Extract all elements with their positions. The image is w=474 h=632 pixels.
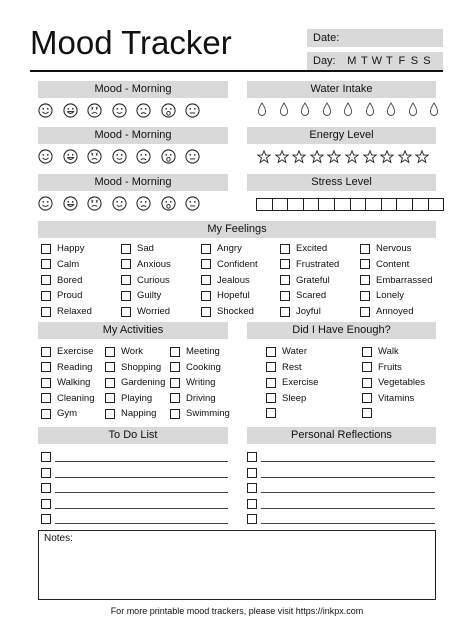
checkbox[interactable] — [121, 259, 131, 269]
checkbox-item[interactable] — [41, 243, 84, 254]
grinning-face-icon[interactable] — [63, 149, 78, 164]
writing-line[interactable] — [261, 523, 435, 524]
checkbox[interactable] — [41, 347, 51, 357]
checkbox-label: Hopeful — [217, 290, 250, 302]
checkbox-label: Walk — [378, 346, 399, 357]
checkbox-label: Curious — [137, 274, 170, 286]
worried-face-icon[interactable] — [87, 149, 102, 164]
checkbox-label: Calm — [57, 258, 80, 270]
water-drop-icon[interactable] — [386, 102, 396, 117]
checkbox-item[interactable] — [41, 393, 95, 404]
water-drop-icon[interactable] — [279, 102, 289, 117]
checkbox-item[interactable] — [121, 243, 154, 254]
checkbox-label: Rest — [282, 361, 302, 373]
happy-face-icon[interactable] — [38, 149, 53, 164]
checkbox[interactable] — [41, 244, 51, 254]
mood-faces-row — [38, 103, 210, 118]
checkbox[interactable] — [362, 408, 372, 418]
checkbox[interactable] — [201, 307, 211, 317]
checkbox-label: Sleep — [282, 392, 307, 404]
checkbox[interactable] — [266, 378, 276, 388]
checkbox-item[interactable] — [121, 306, 170, 317]
smiling-face-icon[interactable] — [112, 103, 127, 118]
checkbox-label: Fruits — [378, 361, 402, 373]
stress-header: Stress Level — [247, 174, 436, 191]
day-option[interactable]: S — [410, 55, 419, 67]
grinning-face-icon[interactable] — [63, 196, 78, 211]
checkbox-item[interactable] — [121, 259, 171, 270]
checkbox-label: Happy — [57, 243, 85, 254]
stress-cell[interactable] — [365, 198, 382, 211]
checkbox-item[interactable] — [105, 393, 152, 404]
day-option[interactable]: S — [423, 55, 431, 67]
checkbox[interactable] — [105, 393, 115, 403]
checkbox[interactable] — [360, 307, 370, 317]
checkbox-item[interactable] — [280, 243, 327, 254]
checkbox-label: Annoyed — [376, 306, 414, 318]
checkbox-item[interactable] — [41, 275, 82, 286]
neutral-face-icon[interactable] — [185, 103, 200, 118]
star-icon[interactable] — [398, 150, 412, 164]
footer-text: For more printable mood trackers, please visit https://inkpx.com — [110, 606, 364, 616]
checkbox-label: Writing — [186, 377, 216, 389]
water-drop-icon[interactable] — [300, 102, 310, 117]
checkbox[interactable] — [105, 378, 115, 388]
day-option[interactable]: T — [386, 55, 393, 67]
checkbox-label: Embarrassed — [376, 274, 433, 286]
day-option[interactable]: M — [347, 55, 357, 67]
checkbox[interactable] — [362, 393, 372, 403]
stress-cell[interactable] — [334, 198, 351, 211]
checkbox-label: Gym — [57, 408, 78, 420]
stress-cell[interactable] — [287, 198, 304, 211]
checkbox-label: Grateful — [296, 274, 330, 286]
mood-header: Mood - Morning — [38, 174, 228, 191]
star-icon[interactable] — [275, 150, 289, 164]
enough-header: Did I Have Enough? — [247, 322, 436, 339]
water-drop-icon[interactable] — [429, 102, 439, 117]
checkbox[interactable] — [360, 291, 370, 301]
checkbox[interactable] — [280, 244, 290, 254]
checkbox-item[interactable] — [41, 377, 90, 388]
water-drop-icon[interactable] — [322, 102, 332, 117]
checkbox-label: Worried — [137, 306, 171, 318]
checkbox-item[interactable] — [170, 377, 215, 388]
star-icon[interactable] — [310, 150, 324, 164]
water-drop-icon[interactable] — [343, 102, 353, 117]
checkbox[interactable] — [247, 499, 257, 509]
writing-line[interactable] — [261, 508, 435, 509]
checkbox-item[interactable] — [170, 393, 216, 404]
checkbox[interactable] — [41, 259, 51, 269]
checkbox-item[interactable] — [360, 290, 404, 301]
writing-line[interactable] — [55, 477, 228, 478]
stress-cell[interactable] — [256, 198, 273, 211]
checkbox-item[interactable] — [41, 306, 92, 317]
star-icon[interactable] — [327, 150, 341, 164]
checkbox-item[interactable] — [121, 275, 170, 286]
star-icon[interactable] — [415, 150, 429, 164]
smiling-face-icon[interactable] — [112, 196, 127, 211]
day-label: Day: — [313, 55, 336, 67]
checkbox-item[interactable] — [266, 346, 307, 357]
stress-cell[interactable] — [318, 198, 335, 211]
checkbox-item[interactable] — [41, 346, 93, 357]
checkbox-item[interactable] — [41, 362, 92, 373]
checkbox[interactable] — [41, 291, 51, 301]
checkbox-item[interactable] — [201, 259, 258, 270]
date-field[interactable] — [307, 29, 443, 47]
checkbox[interactable] — [201, 291, 211, 301]
checkbox-item[interactable] — [170, 408, 230, 419]
checkbox[interactable] — [41, 275, 51, 285]
checkbox-label: Lonely — [376, 290, 404, 302]
checkbox[interactable] — [360, 244, 370, 254]
day-option[interactable]: F — [398, 55, 406, 67]
day-option[interactable]: T — [361, 55, 368, 67]
water-drop-icon[interactable] — [408, 102, 418, 117]
checkbox-label: Scared — [296, 290, 327, 302]
star-icon[interactable] — [363, 150, 377, 164]
shocked-face-icon[interactable] — [161, 149, 176, 164]
stress-cell[interactable] — [396, 198, 413, 211]
checkbox-item[interactable] — [201, 275, 250, 286]
mood-faces-row — [38, 196, 210, 211]
checkbox-item[interactable] — [266, 408, 282, 418]
checkbox-label: Exercise — [57, 346, 94, 357]
writing-line[interactable] — [55, 461, 228, 462]
star-icon[interactable] — [257, 150, 271, 164]
grinning-face-icon[interactable] — [63, 103, 78, 118]
happy-face-icon[interactable] — [38, 196, 53, 211]
checkbox-item[interactable] — [170, 362, 221, 373]
mood-header: Mood - Morning — [38, 81, 228, 98]
star-icon[interactable] — [380, 150, 394, 164]
sad-face-icon[interactable] — [136, 149, 151, 164]
worried-face-icon[interactable] — [87, 103, 102, 118]
checkbox-item[interactable] — [201, 306, 254, 317]
checkbox[interactable] — [280, 307, 290, 317]
stress-cell[interactable] — [381, 198, 398, 211]
checkbox-label: Jealous — [217, 274, 250, 286]
checkbox[interactable] — [41, 378, 51, 388]
checkbox-item[interactable] — [105, 362, 161, 373]
checkbox[interactable] — [247, 452, 257, 462]
date-label: Date: — [313, 32, 340, 44]
checkbox[interactable] — [362, 378, 372, 388]
checkbox-label: Angry — [217, 243, 242, 254]
checkbox[interactable] — [41, 514, 51, 524]
checkbox[interactable] — [41, 393, 51, 403]
checkbox-label: Gardening — [121, 377, 166, 389]
checkbox-label: Napping — [121, 408, 157, 420]
stress-cell[interactable] — [272, 198, 289, 211]
checkbox-item[interactable] — [280, 306, 321, 317]
checkbox[interactable] — [170, 393, 180, 403]
neutral-face-icon[interactable] — [185, 149, 200, 164]
checkbox[interactable] — [280, 259, 290, 269]
checkbox[interactable] — [280, 291, 290, 301]
star-icon[interactable] — [345, 150, 359, 164]
checkbox-item[interactable] — [170, 346, 220, 357]
water-drop-icon[interactable] — [365, 102, 375, 117]
checkbox[interactable] — [201, 259, 211, 269]
checkbox[interactable] — [280, 275, 290, 285]
checkbox[interactable] — [105, 409, 115, 419]
checkbox-label: Excited — [296, 243, 328, 254]
checkbox-label: Frustrated — [296, 258, 340, 270]
checkbox-item[interactable] — [362, 362, 402, 373]
checkbox[interactable] — [41, 483, 51, 493]
checkbox-label: Cleaning — [57, 392, 95, 404]
checkbox[interactable] — [247, 468, 257, 478]
checkbox[interactable] — [170, 362, 180, 372]
checkbox[interactable] — [41, 452, 51, 462]
checkbox-item[interactable] — [362, 408, 378, 418]
todo-header: To Do List — [38, 427, 228, 444]
checkbox[interactable] — [121, 307, 131, 317]
checkbox[interactable] — [41, 409, 51, 419]
checkbox[interactable] — [266, 347, 276, 357]
checkbox-item[interactable] — [41, 408, 77, 419]
feelings-header: My Feelings — [38, 221, 436, 238]
checkbox-label: Proud — [57, 290, 83, 302]
checkbox[interactable] — [41, 307, 51, 317]
checkbox-label: Anxious — [137, 258, 171, 270]
checkbox[interactable] — [247, 514, 257, 524]
mood-header: Mood - Morning — [38, 127, 228, 144]
checkbox-item[interactable] — [266, 377, 318, 388]
writing-line[interactable] — [55, 523, 228, 524]
checkbox-label: Walking — [57, 377, 91, 389]
checkbox-label: Meeting — [186, 346, 220, 357]
stress-cell[interactable] — [428, 198, 445, 211]
checkbox-label: Content — [376, 258, 410, 270]
checkbox[interactable] — [170, 378, 180, 388]
checkbox[interactable] — [121, 275, 131, 285]
energy-stars-row — [257, 150, 433, 164]
checkbox-item[interactable] — [280, 275, 330, 286]
checkbox[interactable] — [201, 244, 211, 254]
stress-cell[interactable] — [303, 198, 320, 211]
checkbox-label: Nervous — [376, 243, 412, 254]
checkbox[interactable] — [362, 347, 372, 357]
notes-label: Notes: — [44, 533, 73, 544]
checkbox-item[interactable] — [360, 243, 411, 254]
checkbox-item[interactable] — [201, 243, 242, 254]
shocked-face-icon[interactable] — [161, 103, 176, 118]
checkbox[interactable] — [362, 362, 372, 372]
shocked-face-icon[interactable] — [161, 196, 176, 211]
stress-cell[interactable] — [350, 198, 367, 211]
water-header: Water Intake — [247, 81, 436, 98]
day-option[interactable]: W — [371, 55, 383, 67]
writing-line[interactable] — [55, 492, 228, 493]
checkbox-item[interactable] — [362, 393, 414, 404]
checkbox-item[interactable] — [105, 346, 143, 357]
page-title: Mood Tracker — [30, 24, 232, 61]
checkbox[interactable] — [121, 244, 131, 254]
checkbox[interactable] — [41, 468, 51, 478]
checkbox[interactable] — [41, 499, 51, 509]
writing-line[interactable] — [261, 461, 435, 462]
checkbox[interactable] — [247, 483, 257, 493]
sad-face-icon[interactable] — [136, 103, 151, 118]
checkbox-label: Exercise — [282, 377, 319, 389]
checkbox-label: Swimming — [186, 408, 230, 420]
star-icon[interactable] — [292, 150, 306, 164]
checkbox-label: Water — [282, 346, 307, 357]
checkbox-item[interactable] — [266, 393, 306, 404]
sad-face-icon[interactable] — [136, 196, 151, 211]
checkbox-label: Shocked — [217, 306, 254, 318]
checkbox-label: Joyful — [296, 306, 321, 318]
checkbox[interactable] — [266, 408, 276, 418]
title-divider — [30, 70, 443, 72]
notes-box[interactable] — [38, 530, 436, 600]
checkbox-item[interactable] — [105, 377, 165, 388]
writing-line[interactable] — [55, 508, 228, 509]
checkbox-item[interactable] — [360, 259, 409, 270]
reflections-header: Personal Reflections — [247, 427, 436, 444]
checkbox-item[interactable] — [280, 259, 339, 270]
checkbox[interactable] — [201, 275, 211, 285]
checkbox-item[interactable] — [41, 259, 79, 270]
checkbox-label: Sad — [137, 243, 154, 254]
checkbox-label: Reading — [57, 361, 93, 373]
stress-cell[interactable] — [412, 198, 429, 211]
checkbox-label: Playing — [121, 392, 153, 404]
checkbox[interactable] — [170, 409, 180, 419]
checkbox[interactable] — [266, 393, 276, 403]
activities-header: My Activities — [38, 322, 228, 339]
checkbox-label: Work — [121, 346, 143, 357]
writing-line[interactable] — [261, 477, 435, 478]
checkbox-label: Shopping — [121, 361, 162, 373]
checkbox[interactable] — [105, 347, 115, 357]
checkbox-item[interactable] — [266, 362, 302, 373]
checkbox-item[interactable] — [41, 290, 82, 301]
checkbox-label: Cooking — [186, 361, 221, 373]
checkbox-label: Driving — [186, 392, 216, 404]
neutral-face-icon[interactable] — [185, 196, 200, 211]
water-drops-row — [257, 102, 451, 117]
day-field[interactable] — [307, 52, 443, 70]
checkbox[interactable] — [360, 275, 370, 285]
checkbox-label: Vitamins — [378, 392, 415, 404]
checkbox-label: Relaxed — [57, 306, 92, 318]
checkbox-item[interactable] — [121, 290, 161, 301]
checkbox[interactable] — [41, 362, 51, 372]
water-drop-icon[interactable] — [257, 102, 267, 117]
stress-scale — [257, 198, 444, 211]
smiling-face-icon[interactable] — [112, 149, 127, 164]
checkbox-item[interactable] — [105, 408, 156, 419]
checkbox-item[interactable] — [362, 346, 399, 357]
checkbox-item[interactable] — [201, 290, 250, 301]
checkbox[interactable] — [121, 291, 131, 301]
checkbox-label: Vegetables — [378, 377, 426, 389]
writing-line[interactable] — [261, 492, 435, 493]
checkbox[interactable] — [105, 362, 115, 372]
checkbox-label: Guilty — [137, 290, 162, 302]
happy-face-icon[interactable] — [38, 103, 53, 118]
checkbox-label: Bored — [57, 274, 83, 286]
energy-header: Energy Level — [247, 127, 436, 144]
checkbox-item[interactable] — [360, 275, 433, 286]
checkbox-item[interactable] — [280, 290, 326, 301]
checkbox[interactable] — [266, 362, 276, 372]
checkbox-item[interactable] — [362, 377, 425, 388]
checkbox[interactable] — [360, 259, 370, 269]
worried-face-icon[interactable] — [87, 196, 102, 211]
checkbox[interactable] — [170, 347, 180, 357]
checkbox-item[interactable] — [360, 306, 414, 317]
checkbox-label: Confident — [217, 258, 258, 270]
mood-faces-row — [38, 149, 210, 164]
